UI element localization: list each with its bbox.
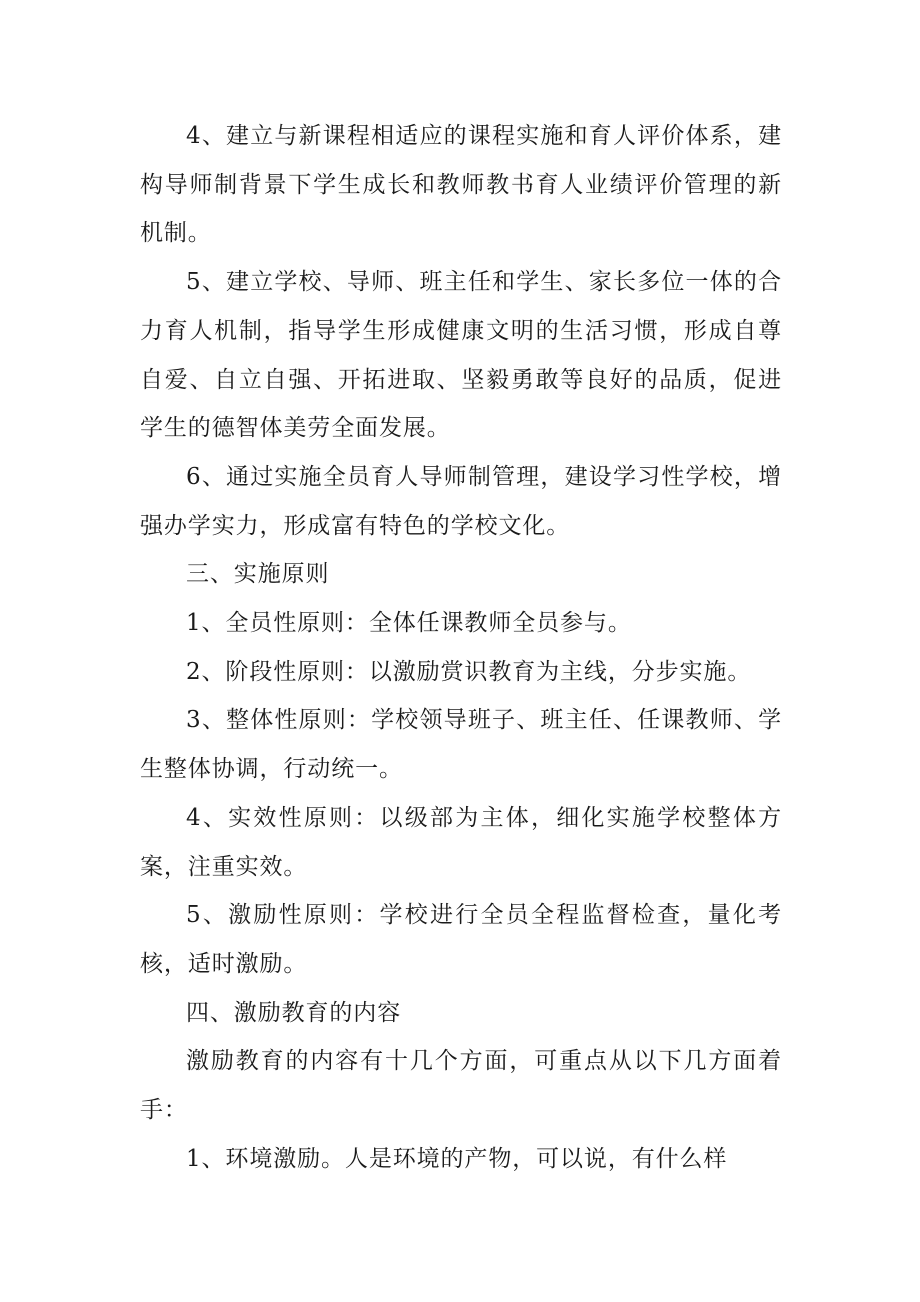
- paragraph-goal-5: 5、建立学校、导师、班主任和学生、家长多位一体的合力育人机制，指导学生形成健康文明的生活习惯，形成自尊自爱、自立自强、开拓进取、坚毅勇敢等良好的品质，促进学生的德智体美劳全面发展。: [140, 269, 782, 442]
- paragraph-principle-4: 4、实效性原则：以级部为主体，细化实施学校整体方案，注重实效。: [140, 804, 782, 880]
- paragraph-content-1: 1、环境激励。人是环境的产物，可以说，有什么样: [186, 1145, 728, 1172]
- paragraph-principle-1: 1、全员性原则：全体任课教师全员参与。: [186, 610, 632, 637]
- paragraph-principle-5: 5、激励性原则：学校进行全员全程监督检查，量化考核，适时激励。: [140, 902, 782, 977]
- paragraph-goal-4: 4、建立与新课程相适应的课程实施和育人评价体系，建构导师制背景下学生成长和教师教书育人业绩评价管理的新机制。: [140, 123, 782, 247]
- section-heading-principles: 三、实施原则: [186, 561, 330, 588]
- document-body: [140, 112, 782, 1183]
- paragraph-content-intro: 激励教育的内容有十几个方面，可重点从以下几方面着手：: [140, 1048, 782, 1124]
- paragraph-principle-3: 3、整体性原则：学校领导班子、班主任、任课教师、学生整体协调，行动统一。: [140, 707, 782, 783]
- section-heading-content: 四、激励教育的内容: [186, 999, 402, 1026]
- paragraph-principle-2: 2、阶段性原则：以激励赏识教育为主线，分步实施。: [186, 658, 752, 685]
- paragraph-goal-6: 6、通过实施全员育人导师制管理，建设学习性学校，增强办学实力，形成富有特色的学校文化。: [140, 463, 782, 539]
